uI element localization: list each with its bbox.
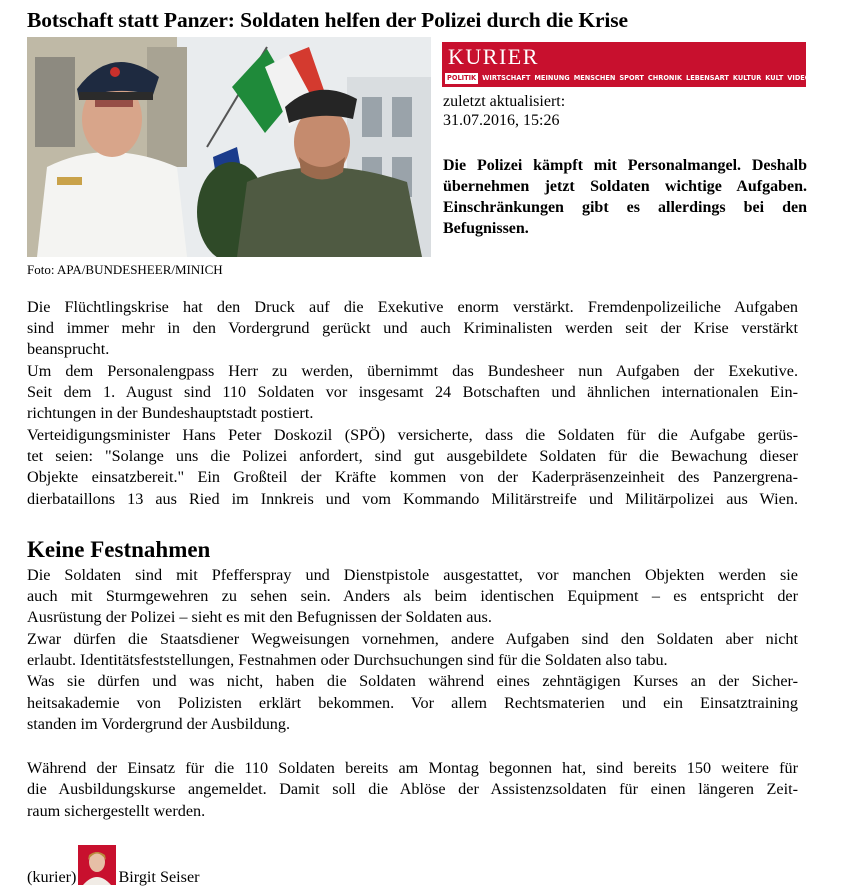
kurier-banner[interactable] — [442, 42, 811, 87]
paragraph-line: sind immer mehr in den Vordergrund gerückt und auch Kriminalisten werden seit der Krise verstärkt — [27, 319, 798, 337]
section-nav — [445, 72, 810, 84]
paragraph-line: tet seien: "Solange uns die Polizei anfordert, sind gut ausgebildete Soldaten für die Bewachung dieser — [27, 447, 798, 465]
paragraph-line: raum sichergestellt werden. — [27, 802, 206, 820]
paragraph-line: beansprucht. — [27, 340, 110, 358]
nav-item-kultur[interactable]: KULTUR — [732, 74, 762, 82]
paragraph-line: standen im Vordergrund der Ausbildung. — [27, 715, 291, 733]
paragraph-line: Ausrüstung der Polizei – sieht es mit den Befugnissen der Soldaten aus. — [27, 608, 492, 626]
article-photo — [27, 37, 431, 257]
article-headline: Botschaft statt Panzer: Soldaten helfen der Polizei durch die Krise — [27, 8, 629, 32]
nav-item-meinung[interactable]: MEINUNG — [534, 74, 570, 82]
paragraph-line: Was sie dürfen und was nicht, haben die Soldaten während eines zehntägigen Kurses an der Sicher- — [27, 672, 798, 690]
nav-item-wirtschaft[interactable]: WIRTSCHAFT — [482, 74, 531, 82]
paragraph-line: erlaubt. Identitätsfeststellungen, Festnahmen oder Durchsuchungen sind für die Soldaten also tabu. — [27, 651, 668, 669]
photo-illustration — [27, 37, 431, 257]
paragraph-line: Seit dem 1. August sind 110 Soldaten vor insgesamt 24 Botschaften und ähnlichen internationalen Ein- — [27, 383, 798, 401]
nav-item-lebensart[interactable]: LEBENSART — [686, 74, 729, 82]
updated-date: 31.07.2016, 15:26 — [443, 112, 560, 129]
author-avatar[interactable] — [78, 845, 116, 885]
nav-item-kult[interactable]: KULT — [765, 74, 784, 82]
kurier-logo: KURIER — [448, 44, 539, 69]
paragraph-line: die Ausbildungskurse angemeldet. Damit soll die Ablöse der Assistenzsoldaten für einen längeren Zeit- — [27, 780, 798, 798]
paragraph-line: richtungen in der Bundeshauptstadt postiert. — [27, 404, 314, 422]
nav-item-politik[interactable]: POLITIK — [447, 73, 477, 82]
article-footer — [27, 843, 200, 887]
paragraph-line: auch mit Sturmgewehren zu sehen sein. Anders als beim identischen Equipment – es entspricht der — [27, 587, 798, 605]
author-name[interactable]: Birgit Seiser — [118, 868, 200, 886]
paragraph-line: Zwar dürfen die Staatsdiener Wegweisungen vornehmen, andere Aufgaben sind den Soldaten aber nicht — [27, 630, 798, 648]
section-heading: Keine Festnahmen — [27, 537, 211, 562]
paragraph-line: Um dem Personalengpass Herr zu werden, übernimmt das Bundesheer nun Aufgaben der Exekutive. — [27, 362, 798, 380]
paragraph-line: Die Soldaten sind mit Pfefferspray und Dienstpistole ausgestattet, vor manchen Objekten werden sie — [27, 566, 798, 584]
paragraph-line: Objekte einsatzbereit." Ein Großteil der Kräfte kommen von der Kaderpräsenzeinheit des Panzergrena- — [27, 468, 798, 486]
source-label: (kurier) — [27, 868, 77, 886]
nav-item-menschen[interactable]: MENSCHEN — [573, 74, 616, 82]
paragraph-line: Verteidigungsminister Hans Peter Doskozil (SPÖ) versicherte, dass die Soldaten für die Aufgabe gerüs- — [27, 426, 798, 444]
photo-credit: Foto: APA/BUNDESHEER/MINICH — [27, 262, 223, 277]
paragraph-line: heitsakademie von Polizisten erklärt bekommen. Vor allem Rechtsmaterien und ein Einsatztraining — [27, 694, 798, 712]
paragraph-line: Die Flüchtlingskrise hat den Druck auf die Exekutive enorm verstärkt. Fremdenpolizeiliche Aufgaben — [27, 298, 798, 316]
nav-item-chronik[interactable]: CHRONIK — [647, 74, 683, 82]
paragraph-line: Während der Einsatz für die 110 Soldaten bereits am Montag begonnen hat, sind bereits 150 weitere für — [27, 759, 798, 777]
nav-item-sport[interactable]: SPORT — [619, 74, 644, 82]
nav-item-video[interactable]: VIDEO — [787, 74, 811, 82]
article-lead: Die Polizei kämpft mit Personalmangel. Deshalb übernehmen jetzt Soldaten wichtige Aufgaben. Einschränkungen gibt es allerdings bei den Befugnissen. — [443, 157, 807, 237]
updated-label: zuletzt aktualisiert: — [443, 93, 566, 110]
paragraph-line: dierbataillons 13 aus Ried im Innkreis und vom Kommando Militärstreife und Militärpolizei aus Wien. — [27, 490, 798, 508]
